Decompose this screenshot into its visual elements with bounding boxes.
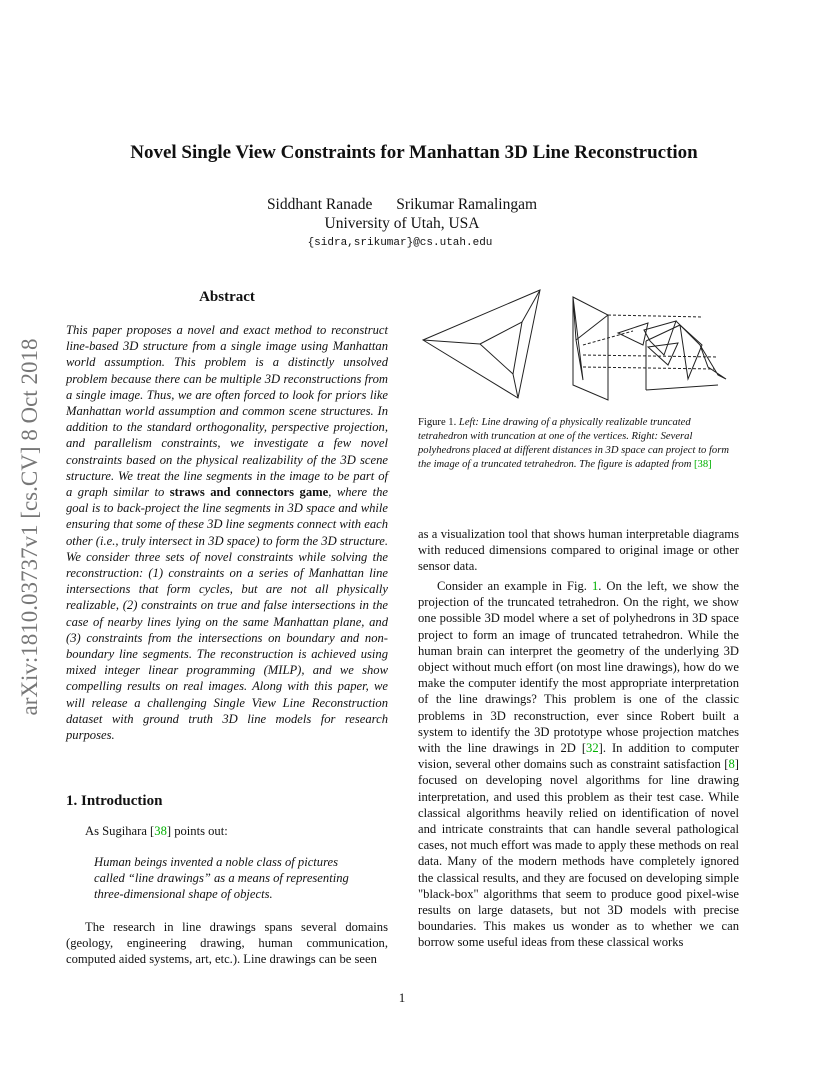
arxiv-stamp — [10, 295, 50, 760]
citation-link[interactable]: 32 — [586, 741, 599, 756]
authors — [0, 196, 804, 214]
email: {sidra,srikumar}@cs.utah.edu — [307, 237, 493, 249]
visualization-paragraph: as a visualization tool that shows human interpretable diagrams with reduced dimensions compared to original image or other sensor data. — [418, 527, 739, 574]
abstract-bold: straws and connectors game — [169, 485, 329, 500]
tetrahedron-outline — [423, 290, 540, 398]
truncation-face — [480, 322, 522, 374]
abstract-text: This paper proposes a novel and exact method to reconstruct line-based 3D structure from a single image using Manhattan world assumption. This problem is a distinctly unsolved problem because there can be multiple 3D reconstructions from a single image. Thus, we are often forced to look for priors like Manhattan world assumption and common scene structures. In addition to the standard orthogonality, perspective projection, and parallelism constraints, we investigate a few novel constraints based on the physical realizability of the 3D scene structure. We treat the line segments in the image to be part of a graph similar to straws and connectors game, where the goal is to back-project the line segments in 3D space and while ensuring that some of these 3D line segments connect with each other (i.e., truly intersect in 3D space) to form the 3D structure. We consider three sets of novel constraints while solving the reconstruction: (1) constraints on a series of Manhattan line intersections that form cycles, but are not all physically realizable, (2) constraints on true and false intersections in the case of nearby lines lying on the same Manhattan plane, and (3) constraints from the intersections on boundary and non-boundary line segments. The reconstruction is achieved using mixed integer linear programming (MILP), and we show compelling results on real images. Along with this paper, we will release a challenging Single View Line Reconstruction dataset with ground truth 3D line models for research purposes. — [66, 323, 388, 743]
intro-paragraph: As Sugihara [38] points out: — [85, 824, 228, 838]
abstract-heading: Abstract — [199, 289, 255, 305]
arxiv-id: arXiv:1810.03737v1 [cs.CV] 8 Oct 2018 — [17, 338, 42, 716]
citation-link[interactable]: [38] — [694, 459, 712, 470]
affiliation: University of Utah, USA — [324, 215, 480, 232]
polyhedron-group — [573, 297, 726, 400]
paper-title: Novel Single View Constraints for Manhattan 3D Line Reconstruction — [130, 142, 698, 163]
research-paragraph: The research in line drawings spans several domains (geology, engineering drawing, human communication, computed aided systems, art, etc.). Line drawings can be seen — [66, 920, 388, 967]
author-2: Srikumar Ramalingam — [396, 196, 538, 213]
author-1: Siddhant Ranade — [266, 196, 373, 213]
page-number: 1 — [398, 990, 406, 1005]
section-heading-intro: 1. Introduction — [66, 793, 163, 809]
citation-link[interactable]: 8 — [728, 757, 735, 772]
quote: Human beings invented a noble class of pictures called “line drawings” as a means of representing three-dimensional shape of objects. — [94, 855, 349, 902]
consider-paragraph: Consider an example in Fig. 1. On the left, we show the projection of the truncated tetrahedron. On the right, we show one possible 3D model where a set of polyhedrons in 3D space project to form an image of truncated tetrahedron. While the human brain can interpret the geometry of the underlying 3D object without much effort (on most line drawings), how do we make the computer identify the most appropriate interpretation of the line drawings? This problem is one of the classic problems in 3D reconstruction, ever since Robert built a system to identify the 3D prototype whose projection matches with the line drawings in 2D [32]. In addition to computer vision, several other domains such as constraint satisfaction [8] focused on developing novel algorithms for line drawing interpretation, and used this problem as their test case. While classical algorithms heavily relied on identification of novel and intricate constraints that can handle several pathological cases, not much effort was made to apply these methods on real data. Many of the modern methods have completely ignored the classical results, and they are focused on developing simple "black-box" algorithms that seem to produce good pixel-wise results on large datasets, but not 3D models with precise boundaries. This makes us wonder as to whether we can borrow some useful ideas from these classical works — [418, 579, 739, 950]
citation-link[interactable]: 38 — [154, 824, 167, 838]
figure-reference-link[interactable]: 1 — [591, 579, 599, 593]
figure-1-drawing — [418, 285, 739, 405]
figure-caption: Figure 1. Left: Line drawing of a physically realizable truncated tetrahedron with truncation at one of the vertices. Right: Several polyhedrons placed at different distances in 3D space can project to form the image of a truncated tetrahedron. The figure is adapted from [38] — [418, 417, 729, 470]
